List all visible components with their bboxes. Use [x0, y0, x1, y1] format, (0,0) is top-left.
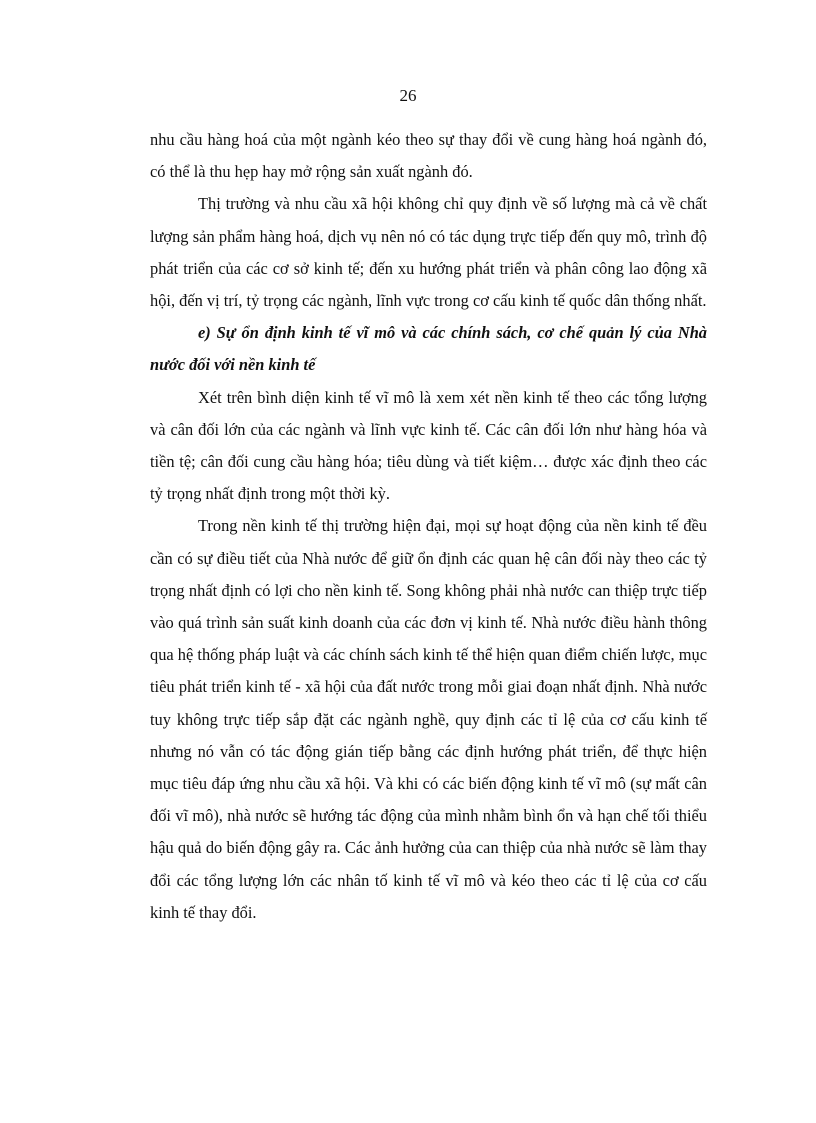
- paragraph-macro-view: Xét trên bình diện kinh tế vĩ mô là xem xét nền kinh tế theo các tổng lượng và cân đối lớn của các ngành và lĩnh vực kinh tế. Các cân đối lớn như hàng hóa và tiền tệ; cân đối cung cầu hàng hóa; tiêu dùng và tiết kiệm… được xác định theo các tỷ trọng nhất định trong một thời kỳ.: [150, 387, 707, 504]
- paragraph-continuation: nhu cầu hàng hoá của một ngành kéo theo sự thay đổi về cung hàng hoá ngành đó, có thể là thu hẹp hay mở rộng sản xuất ngành đó.: [150, 130, 707, 182]
- section-heading-macro-stability: e) Sự ổn định kinh tế vĩ mô và các chính sách, cơ chế quản lý của Nhà nước đối với nền kinh tế: [150, 323, 707, 375]
- paragraph-state-regulation: Trong nền kinh tế thị trường hiện đại, mọi sự hoạt động của nền kinh tế đều cần có sự điều tiết của Nhà nước để giữ ổn định các quan hệ cân đối này theo các tỷ trọng nhất định có lợi cho nền kinh tế. Song không phải nhà nước can thiệp trực tiếp vào quá trình sản suất kinh doanh của các đơn vị kinh tế. Nhà nước điều hành thông qua hệ thống pháp luật và các chính sách kinh tế thể hiện quan điểm chiến lược, mục tiêu phát triển kinh tế - xã hội của đất nước trong mỗi giai đoạn nhất định. Nhà nước tuy không trực tiếp sắp đặt các ngành nghề, quy định các tỉ lệ của cơ cấu kinh tế nhưng nó vẫn có tác động gián tiếp bằng các định hướng phát triển, để thực hiện mục tiêu đáp ứng nhu cầu xã hội. Và khi có các biến động kinh tế vĩ mô (sự mất cân đối vĩ mô), nhà nước sẽ hướng tác động của mình nhằm bình ổn và hạn chế tối thiểu hậu quả do biến động gây ra. Các ảnh hưởng của can thiệp của nhà nước sẽ làm thay đổi các tổng lượng lớn các nhân tố kinh tế vĩ mô và kéo theo các tỉ lệ của cơ cấu kinh tế thay đổi.: [150, 516, 707, 922]
- page-number: 26: [399, 86, 417, 105]
- document-body: [150, 124, 707, 929]
- paragraph-market-demand: Thị trường và nhu cầu xã hội không chỉ quy định về số lượng mà cả về chất lượng sản phẩm hàng hoá, dịch vụ nên nó có tác dụng trực tiếp đến quy mô, trình độ phát triển của các cơ sở kinh tế; đến xu hướng phát triển và phân công lao động xã hội, đến vị trí, tỷ trọng các ngành, lĩnh vực trong cơ cấu kinh tế quốc dân thống nhất.: [150, 194, 707, 311]
